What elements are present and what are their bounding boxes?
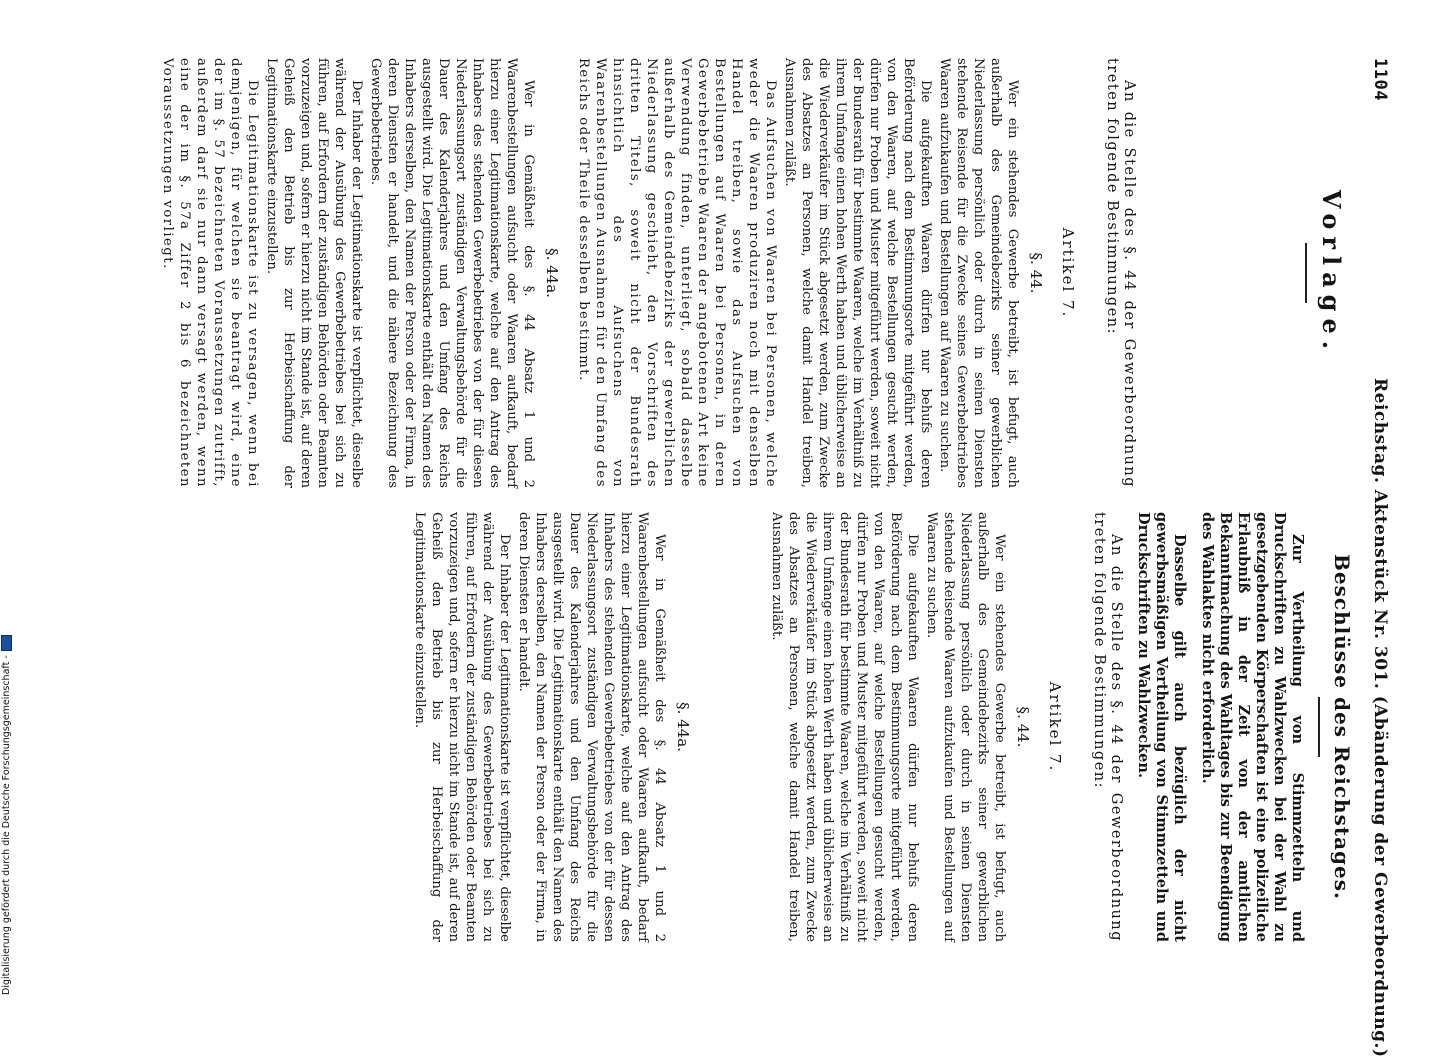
vorlage-paragraph: Das Aufsuchen von Waaren bei Personen, welche weder die Waaren produziren noch mit denselben Handel treiben, sowie das Aufsuchen von Bestellungen auf Waaren bei Personen, in deren Gewerbebetriebe Waaren der angebotenen Art keine Verwendung finden, unterliegt, sobald dasselbe außerhalb des Gemeindebezirks der gewerblichen Niederlassung geschieht, den Vorschriften des dritten Titels, soweit nicht der Bundesrath hinsichtlich des Aufsuchens von Waarenbestellungen Ausnahmen für den Umfang des Reichs oder Theile desselben bestimmt. [576,58,778,488]
beschluesse-paragraph: Die aufgekauften Waaren dürfen nur behufs deren Beförderung nach dem Bestimmungsorte mitgeführt werden, von den Waaren, auf welche Bestellungen gesucht werden, dürfen nur Proben und Muster mitgeführt werden, soweit nicht der Bundesrath für bestimmte Waaren, welche im Verhältniß zu ihrem Umfange einen hohen Werth haben und üblicherweise an die Wiederverkäufer im Stück abgesetzt werden, zum Zwecke des Absatzes an Personen, welche damit Handel treiben, Ausnahmen zuläßt. [769,512,920,942]
column-spacer [1143,58,1293,488]
beschluesse-article: Artikel 7. [1046,681,1064,773]
vorlage-paragraph: Wer ein stehendes Gewerbe betreibt, ist befugt, auch außerhalb des Gemeindebezirks seiner gewerblichen Niederlassung persönlich oder durch in seinen Diensten stehende Reisende für die Zwecke seines Gewerbebetriebes Waaren aufzukaufen und Bestellungen auf Waaren zu suchen. [937,58,1020,488]
beschluesse-section-head: §. 44a. [674,702,692,752]
beschluesse-bold-paragraph: Zur Vertheilung von Stimmzetteln und Druckschriften zu Wahlzwecken bei der Wahl zu gesetzgebenden Körperschaften ist eine polizeiliche Erlaubniß in der Zeit von der amtlichen Bekanntmachung des Wahltages bis zur Beendigung des Wahlaktes nicht erforderlich. [1199,512,1306,942]
beschluesse-paragraph: Der Inhaber der Legitimationskarte ist verpflichtet, dieselbe während der Ausübung des Gewerbebetriebes bei sich zu führen, auf Erfordern der zuständigen Behörden oder Beamten vorzuzeigen und, sofern er hierzu nicht im Stande ist, auf deren Geheiß den Betrieb bis zur Herbeischaffung der Legitimationskarte einzustellen. [412,512,512,942]
beschluesse-paragraph: Wer in Gemäßheit des §. 44 Absatz 1 und 2 Waarenbestellungen aufsucht oder Waaren aufkauft, bedarf hierzu einer Legitimationskarte, welche auf den Antrag des Inhabers des stehenden Gewerbebetriebes von der für dessen Niederlassungsort zuständigen Verwaltungsbehörde für die Dauer des Kalenderjahres und den Umfang des Reichs ausgestellt wird. Die Legitimationskarte enthält den Namen des Inhabers derselben, den Namen der Person oder der Firma, in deren Diensten er handelt. [516,512,667,942]
beschluesse-paragraph: Wer ein stehendes Gewerbe betreibt, ist befugt, auch außerhalb des Gemeindebezirks seiner gewerblichen Niederlassung persönlich oder durch in seinen Diensten stehende Reisende Waaren aufzukaufen und Bestellungen auf Waaren zu suchen. [924,512,1007,942]
beschluesse-heading: Beschlüsse des Reichstages. [1330,554,1354,900]
running-title: Reichstag. Aktenstück Nr. 301. (Abänderung der Gewerbeordnung.) [1370,378,1390,1058]
page-number: 1104 [1370,58,1390,101]
vorlage-heading: Vorlage. [1317,189,1346,357]
vorlage-paragraph: Die aufgekauften Waaren dürfen nur behufs deren Beförderung nach dem Bestimmungsorte mitgeführt werden, von den Waaren, auf welche Bestellungen gesucht werden, dürfen nur Proben und Muster mitgeführt werden, soweit nicht der Bundesrath für bestimmte Waaren, welche im Verhältniß zu ihrem Umfange einen hohen Werth haben und üblicherweise an die Wiederverkäufer im Stück abgesetzt werden, zum Zwecke des Absatzes an Personen, welche damit Handel treiben, Ausnahmen zuläßt. [782,58,933,488]
column-spacer [706,512,766,942]
column-vorlage [157,58,1360,488]
beschluesse-bold-paragraph: Dasselbe gilt auch bezüglich der nicht gewerbsmäßigen Vertheilung von Stimmzetteln und Druckschriften zu Wahlzwecken. [1135,512,1188,942]
vorlage-paragraph: Der Inhaber der Legitimationskarte ist verpflichtet, dieselbe während der Ausübung des Gewerbebetriebes bei sich zu führen, auf Erfordern der zuständigen Behörden oder Beamten vorzuzeigen und, sofern er hierzu nicht im Stande ist, auf deren Geheiß den Betrieb bis zur Herbeischaffung der Legitimationskarte einzustellen. [264,58,364,488]
vorlage-section-head: §. 44. [1027,252,1045,294]
running-head [1364,58,1394,1058]
credit-label: Digitalisierung gefördert durch die Deutsche Forschungsgemeinschaft - [1,655,12,995]
column-beschluesse [409,512,1360,942]
vorlage-section-head: §. 44a. [543,248,561,298]
beschluesse-intro: An die Stelle des §. 44 der Gewerbeordnung treten folgende Bestimmungen: [1091,512,1124,942]
vorlage-paragraph: Wer in Gemäßheit des §. 44 Absatz 1 und 2 Waarenbestellungen aufsucht oder Waaren aufkauft, bedarf hierzu einer Legitimationskarte, welche auf den Antrag des Inhabers des stehenden Gewerbebetriebes von der für diesen Niederlassungsort zuständigen Verwaltungsbehörde für die Dauer des Kalenderjahres und den Umfang des Reichs ausgestellt wird. Die Legitimationskarte enthält den Namen des Inhabers derselben, den Namen der Person oder der Firma, in deren Diensten er handelt, und die nähere Bezeichnung des Gewerbebetriebes. [368,58,536,488]
vorlage-intro: An die Stelle des §. 44 der Gewerbeordnung treten folgende Bestimmungen: [1104,58,1137,488]
vorlage-article: Artikel 7. [1059,227,1077,319]
heading-rule [1318,697,1320,757]
beschluesse-section-head: §. 44. [1014,706,1032,748]
credit-strip [0,0,14,1000]
digitization-credit [1,595,12,995]
vorlage-paragraph: Die Legitimationskarte ist zu versagen, wenn bei demjenigen, für welchen sie beantragt wird, eine der im §. 57 bezeichneten Voraussetzungen zutrifft, außerdem darf sie nur dann versagt werden, wenn eine der im §. 57a Ziffer 2 bis 6 bezeichneten Voraussetzungen vorliegt. [160,58,260,488]
heading-rule [1305,243,1307,303]
dfg-logo-icon [1,635,12,651]
